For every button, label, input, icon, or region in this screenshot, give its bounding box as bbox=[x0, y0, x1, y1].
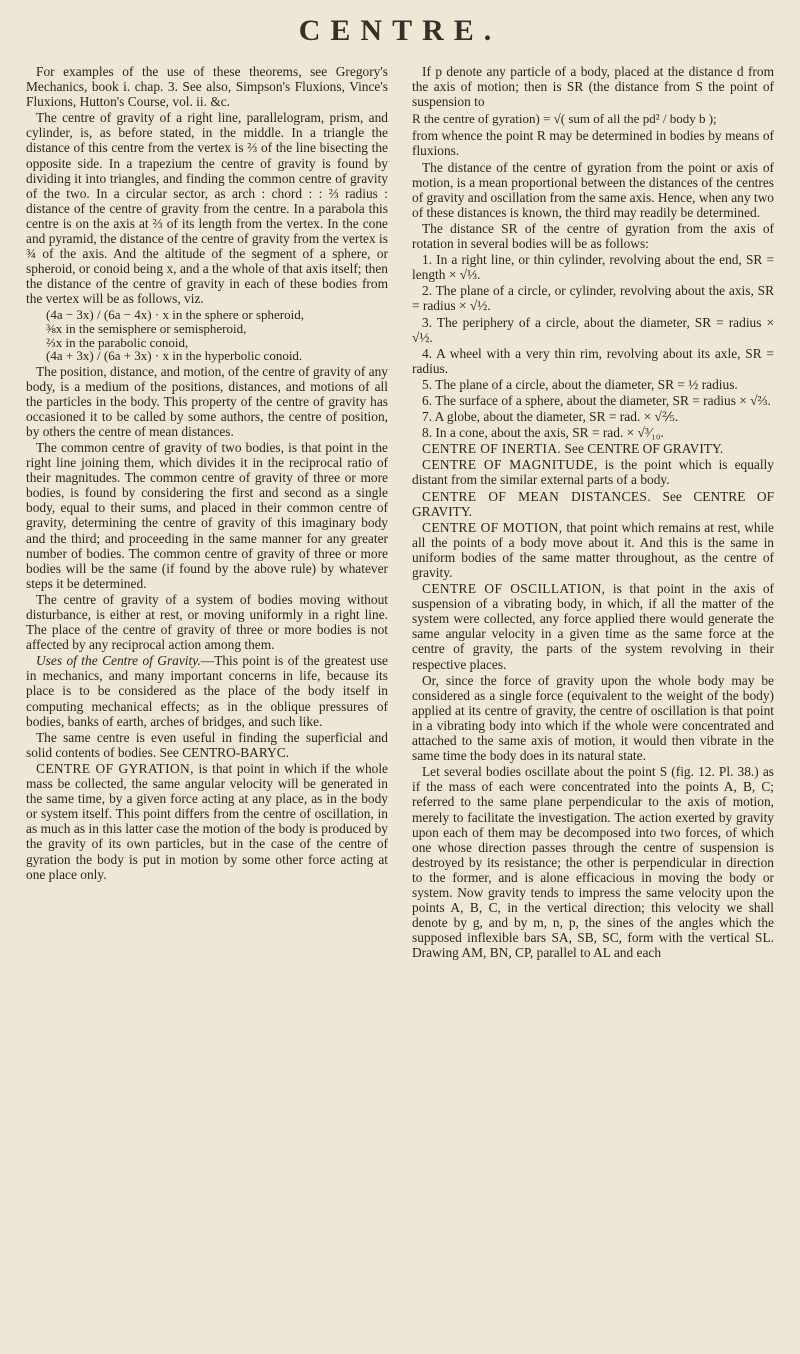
paragraph: The centre of gravity of a system of bodies moving without disturbance, is either at rest, or moving uniformly in a right line. The place of the centre of gravity of three or more bodies is not affected by any reciprocal action among them. bbox=[26, 591, 388, 653]
paragraph: For examples of the use of these theorems, see Gregory's Mechanics, book i. chap. 3. See also, Simpson's Fluxions, Vince's Fluxions, Hutton's Course, vol. ii. &c. bbox=[26, 64, 388, 110]
paragraph: The position, distance, and motion, of the centre of gravity of any body, is a medium of the positions, distances, and motions of all the particles in the body. This property of the centre of gravity has occasioned it to be called by some authors, the centre of position, by others the centre of mean distances. bbox=[26, 363, 388, 439]
paragraph: The distance SR of the centre of gyration from the axis of rotation in several bodies will be as follows: bbox=[412, 220, 774, 252]
formula-semisphere: ⅜x in the semisphere or semispheroid, bbox=[46, 321, 247, 336]
paragraph bbox=[412, 520, 774, 580]
list-item: 1. In a right line, or thin cylinder, revolving about the end, SR = length × √⅓. bbox=[412, 252, 774, 283]
paragraph: The common centre of gravity of two bodies, is that point in the right line joining them, which divides it in the reciprocal ratio of their magnitudes. The common centre of gravity of three or more bodies, is found by considering the first and second as a single body, equal to their sums, and placed in their common centre of gravity, determining the centre of gravity of this imaginary body and the third; and proceeding in the same manner for any greater number of bodies. The common centre of gravity of three or more bodies will be the same (if found by the above rule) by whatever steps it be determined. bbox=[26, 439, 388, 591]
paragraph: The centre of gravity of a right line, parallelogram, prism, and cylinder, is, as before stated, in the middle. In a triangle the distance of this centre from the vertex is ⅔ of the line bisecting the opposite side. In a trapezium the centre of gravity is found by dividing it into triangles, and finding the common centre of gravity of the two. In a circular sector, as arch : chord : : ⅔ radius : distance of the centre of gravity from the centre. In a parabola this centre is on the axis at ⅔ of its length from the vertex. In the cone and pyramid, the distance of the centre of gravity from the vertex is ¾ of the axis. And the altitude of the segment of a sphere, or spheroid, or conoid being x, and a the whole of that axis itself; then the distance of the centre of gravity in each of these bodies from the vertex will be as follows, viz. bbox=[26, 110, 388, 307]
list-item: 5. The plane of a circle, about the diameter, SR = ½ radius. bbox=[422, 376, 738, 392]
paragraph bbox=[412, 581, 774, 672]
entry-heading: CENTRE OF MEAN DISTANCES. bbox=[422, 488, 652, 504]
right-column bbox=[412, 64, 774, 961]
running-head: CENTRE. bbox=[298, 14, 502, 47]
list-item: 8. In a cone, about the axis, SR = rad. × √³⁄₁₀. bbox=[422, 425, 664, 441]
paragraph: Let several bodies oscillate about the point S (fig. 12. Pl. 38.) as if the mass of each were concentrated into the points A, B, C; referred to the same plane perpendicular to the axis of motion, merely to facilitate the investigation. The action exerted by gravity upon each of them may be decomposed into two forces, of which one whose direction passes through the centre of suspension is destroyed by its resistance; the other is perpendicular in direction to the former, and is alone efficacious in moving the body or system. Now gravity tends to impress the same velocity upon the points A, B, C, in the vertical direction; this velocity we shall denote by g, and by m, n, p, the sines of the angles which the supposed inflexible bars SA, SB, SC, form with the vertical SL. Drawing AM, BN, CP, parallel to AL and each bbox=[412, 764, 774, 961]
paragraph bbox=[412, 441, 774, 456]
list-item: 7. A globe, about the diameter, SR = rad. × √⅖. bbox=[422, 409, 679, 425]
paragraph-body: that point which remains at rest, while all the points of a body move about it. And this is the same in uniform bodies of the same matter throughout, as the centre of gravity. bbox=[412, 519, 774, 580]
entry-heading: CENTRE OF MAGNITUDE, bbox=[422, 457, 598, 473]
paragraph-body: See CENTRE OF GRAVITY. bbox=[564, 441, 724, 457]
entry-heading: CENTRE OF MOTION, bbox=[422, 519, 563, 535]
paragraph bbox=[412, 457, 774, 487]
list-item: 6. The surface of a sphere, about the diameter, SR = radius × √⅔. bbox=[422, 392, 771, 408]
entry-heading: CENTRE OF INERTIA. bbox=[422, 441, 562, 457]
list-item: 2. The plane of a circle, or cylinder, revolving about the axis, SR = radius × √½. bbox=[412, 283, 774, 314]
paragraph-body: is the point which is equally distant from the similar external parts of a body. bbox=[412, 457, 774, 488]
paragraph bbox=[412, 489, 774, 519]
paragraph-body: See CENTRE OF GRAVITY. bbox=[412, 488, 775, 519]
list-item: 4. A wheel with a very thin rim, revolving about its axle, SR = radius. bbox=[412, 345, 774, 376]
entry-heading: CENTRE OF GYRATION, bbox=[36, 760, 194, 776]
list-item: 3. The periphery of a circle, about the diameter, SR = radius × √½. bbox=[412, 314, 774, 345]
paragraph-lead: Uses of the Centre of Gravity. bbox=[36, 653, 201, 669]
paragraph: The same centre is even useful in finding the superficial and solid contents of bodies. See CENTRO-BARYC. bbox=[26, 729, 388, 760]
formula-parabolic: ⅔x in the parabolic conoid, bbox=[46, 334, 189, 350]
paragraph-body: is that point in the axis of suspension of a vibrating body, in which, if all the matter of the system were collected, any force applied there would generate the same angular velocity in a given time as the same force at the centre of gravity, the parts of the system revolving in their respective places. bbox=[412, 581, 774, 672]
paragraph-body: —This point is of the greatest use in mechanics, and many important concerns in life, because its place is to be considered as the place of the body itself in computing mechanical effects; as in the oblique pressures of bodies, banks of earth, arches of bridges, and such like. bbox=[26, 653, 388, 729]
paragraph: from whence the point R may be determined in bodies by means of fluxions. bbox=[412, 128, 774, 159]
paragraph bbox=[26, 653, 388, 728]
left-column bbox=[26, 64, 388, 883]
paragraph: The distance of the centre of gyration from the point or axis of motion, is a mean proportional between the distances of the centres of gravity and oscillation from the same axis. Hence, when any two of these distances is known, the third may readily be determined. bbox=[412, 159, 774, 220]
formula-hyperbolic: (4a + 3x) / (6a + 3x) · x in the hyperbolic conoid. bbox=[46, 348, 303, 363]
paragraph bbox=[26, 761, 388, 882]
entry-heading: CENTRE OF OSCILLATION, bbox=[422, 581, 606, 597]
equation-gyration: R the centre of gyration) = √( sum of all the pd² / body b ); bbox=[412, 111, 717, 127]
formula-sphere: (4a − 3x) / (6a − 4x) · x in the sphere or spheroid, bbox=[46, 306, 304, 322]
paragraph: If p denote any particle of a body, placed at the distance d from the axis of motion; then is SR (the distance from S the point of suspension to bbox=[412, 64, 774, 110]
paragraph: Or, since the force of gravity upon the whole body may be considered as a single force (equivalent to the weight of the body) applied at its centre of gravity, the centre of oscillation is that point in a vibrating body into which if the whole were concentrated and attached to the same axis of motion, it would then vibrate in the same time the body does in its natural state. bbox=[412, 672, 774, 764]
paragraph-body: is that point in which if the whole mass be collected, the same angular velocity will be generated in the same time, by a given force acting at any place, as in the body or system itself. This point differs from the centre of oscillation, in as much as in this latter case the motion of the body is produced by the gravity of its own particles, but in the case of the centre of gyration the body is put in motion by some other force acting at one place only. bbox=[26, 760, 388, 882]
